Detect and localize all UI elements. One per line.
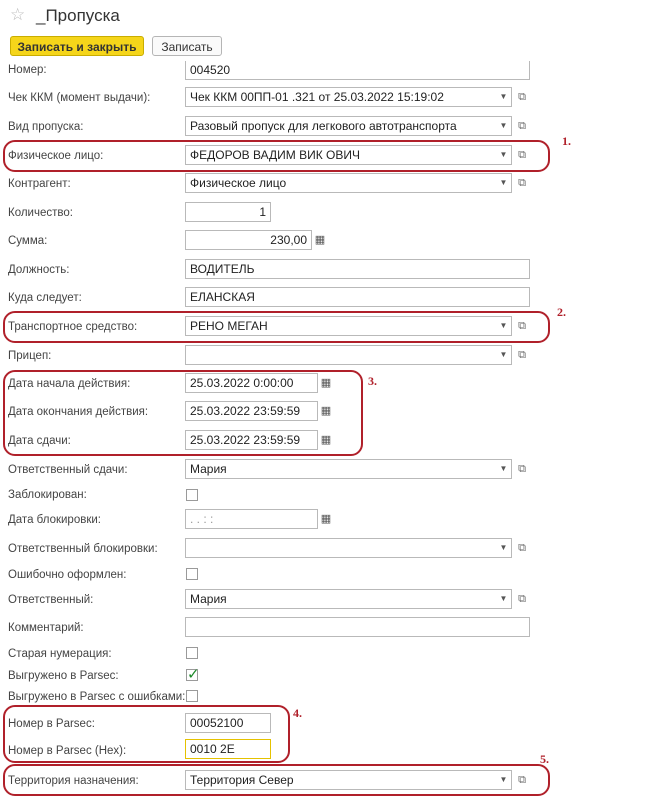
parsec-hex-field[interactable]: 0010 2E (185, 739, 271, 759)
cut-edge (0, 58, 658, 61)
form-title: _Пропуска (36, 6, 120, 25)
quantity-field[interactable]: 1 (185, 202, 271, 222)
chevron-down-icon[interactable]: ▼ (496, 87, 512, 107)
pass-type-field[interactable]: Разовый пропуск для легкового автотранспорта (185, 116, 497, 136)
parsec-errors-checkbox[interactable] (186, 690, 198, 702)
parsec-number-field[interactable]: 00052100 (185, 713, 271, 733)
person-field[interactable]: ФЕДОРОВ ВАДИМ ВИК ОВИЧ (185, 145, 497, 165)
save-button[interactable]: Записать (152, 36, 222, 56)
vehicle-label: Транспортное средство: (8, 321, 138, 333)
kkm-check-field[interactable]: Чек ККМ 00ПП-01 .321 от 25.03.2022 15:19:02 (185, 87, 497, 107)
calendar-icon[interactable]: ▦ (320, 513, 332, 525)
calendar-icon[interactable]: ▦ (320, 377, 332, 389)
trailer-label: Прицеп: (8, 350, 52, 362)
counterparty-label: Контрагент: (8, 178, 71, 190)
annotation-box-5 (3, 764, 550, 796)
open-form-icon[interactable]: ⧉ (518, 177, 526, 189)
calendar-icon[interactable]: ▦ (320, 434, 332, 446)
vehicle-field[interactable]: РЕНО МЕГАН (185, 316, 497, 336)
open-form-icon[interactable]: ⧉ (518, 774, 526, 786)
return-responsible-label: Ответственный сдачи: (8, 464, 128, 476)
territory-field[interactable]: Территория Север (185, 770, 497, 790)
open-form-icon[interactable]: ⧉ (518, 542, 526, 554)
position-label: Должность: (8, 264, 70, 276)
counterparty-field[interactable]: Физическое лицо (185, 173, 497, 193)
return-date-field[interactable]: 25.03.2022 23:59:59 (185, 430, 318, 450)
destination-field[interactable]: ЕЛАНСКАЯ (185, 287, 530, 307)
return-responsible-field[interactable]: Мария (185, 459, 497, 479)
return-date-label: Дата сдачи: (8, 435, 71, 447)
person-label: Физическое лицо: (8, 150, 104, 162)
annotation-number-1: 1. (562, 134, 571, 148)
calendar-icon[interactable]: ▦ (320, 405, 332, 417)
annotation-number-2: 2. (557, 305, 566, 319)
favorite-star-icon[interactable]: ☆ (10, 5, 26, 24)
end-date-label: Дата окончания действия: (8, 406, 149, 418)
annotation-box-3 (3, 370, 363, 456)
annotation-number-5: 5. (540, 752, 549, 766)
annotation-box-2 (3, 311, 550, 343)
chevron-down-icon[interactable]: ▼ (496, 538, 512, 558)
amount-label: Сумма: (8, 235, 48, 247)
annotation-number-4: 4. (293, 706, 302, 720)
kkm-check-label: Чек ККМ (момент выдачи): (8, 92, 151, 104)
chevron-down-icon[interactable]: ▼ (496, 459, 512, 479)
annotation-box-4 (3, 705, 290, 763)
parsec-uploaded-label: Выгружено в Parsec: (8, 670, 119, 682)
chevron-down-icon[interactable]: ▼ (496, 173, 512, 193)
parsec-hex-label: Номер в Parsec (Hex): (8, 745, 127, 757)
destination-label: Куда следует: (8, 292, 82, 304)
erroneous-checkbox[interactable] (186, 568, 198, 580)
chevron-down-icon[interactable]: ▼ (496, 770, 512, 790)
start-date-field[interactable]: 25.03.2022 0:00:00 (185, 373, 318, 393)
old-numbering-checkbox[interactable] (186, 647, 198, 659)
blocked-label: Заблокирован: (8, 489, 87, 501)
save-and-close-button[interactable]: Записать и закрыть (10, 36, 144, 56)
end-date-field[interactable]: 25.03.2022 23:59:59 (185, 401, 318, 421)
old-numbering-label: Старая нумерация: (8, 648, 112, 660)
open-form-icon[interactable]: ⧉ (518, 320, 526, 332)
parsec-number-label: Номер в Parsec: (8, 718, 95, 730)
chevron-down-icon[interactable]: ▼ (496, 345, 512, 365)
annotation-number-3: 3. (368, 374, 377, 388)
block-responsible-label: Ответственный блокировки: (8, 543, 158, 555)
open-form-icon[interactable]: ⧉ (518, 463, 526, 475)
quantity-label: Количество: (8, 207, 73, 219)
responsible-field[interactable]: Мария (185, 589, 497, 609)
erroneous-label: Ошибочно оформлен: (8, 569, 127, 581)
trailer-field[interactable] (185, 345, 497, 365)
chevron-down-icon[interactable]: ▼ (496, 589, 512, 609)
chevron-down-icon[interactable]: ▼ (496, 316, 512, 336)
responsible-label: Ответственный: (8, 594, 94, 606)
calculator-icon[interactable]: ▦ (314, 234, 326, 246)
position-field[interactable]: ВОДИТЕЛЬ (185, 259, 530, 279)
start-date-label: Дата начала действия: (8, 378, 131, 390)
parsec-uploaded-checkbox[interactable] (186, 669, 198, 681)
open-form-icon[interactable]: ⧉ (518, 120, 526, 132)
open-form-icon[interactable]: ⧉ (518, 91, 526, 103)
territory-label: Территория назначения: (8, 775, 139, 787)
open-form-icon[interactable]: ⧉ (518, 349, 526, 361)
comment-field[interactable] (185, 617, 530, 637)
block-responsible-field[interactable] (185, 538, 497, 558)
number-label: Номер: (8, 64, 47, 76)
blocked-checkbox[interactable] (186, 489, 198, 501)
block-date-field[interactable]: . . : : (185, 509, 318, 529)
annotation-box-1 (3, 140, 550, 172)
block-date-label: Дата блокировки: (8, 514, 101, 526)
number-field[interactable]: 004520 (185, 60, 530, 80)
pass-type-label: Вид пропуска: (8, 121, 84, 133)
comment-label: Комментарий: (8, 622, 84, 634)
amount-field[interactable]: 230,00 (185, 230, 312, 250)
chevron-down-icon[interactable]: ▼ (496, 116, 512, 136)
chevron-down-icon[interactable]: ▼ (496, 145, 512, 165)
open-form-icon[interactable]: ⧉ (518, 149, 526, 161)
parsec-errors-label: Выгружено в Parsec с ошибками: (8, 691, 186, 703)
open-form-icon[interactable]: ⧉ (518, 593, 526, 605)
